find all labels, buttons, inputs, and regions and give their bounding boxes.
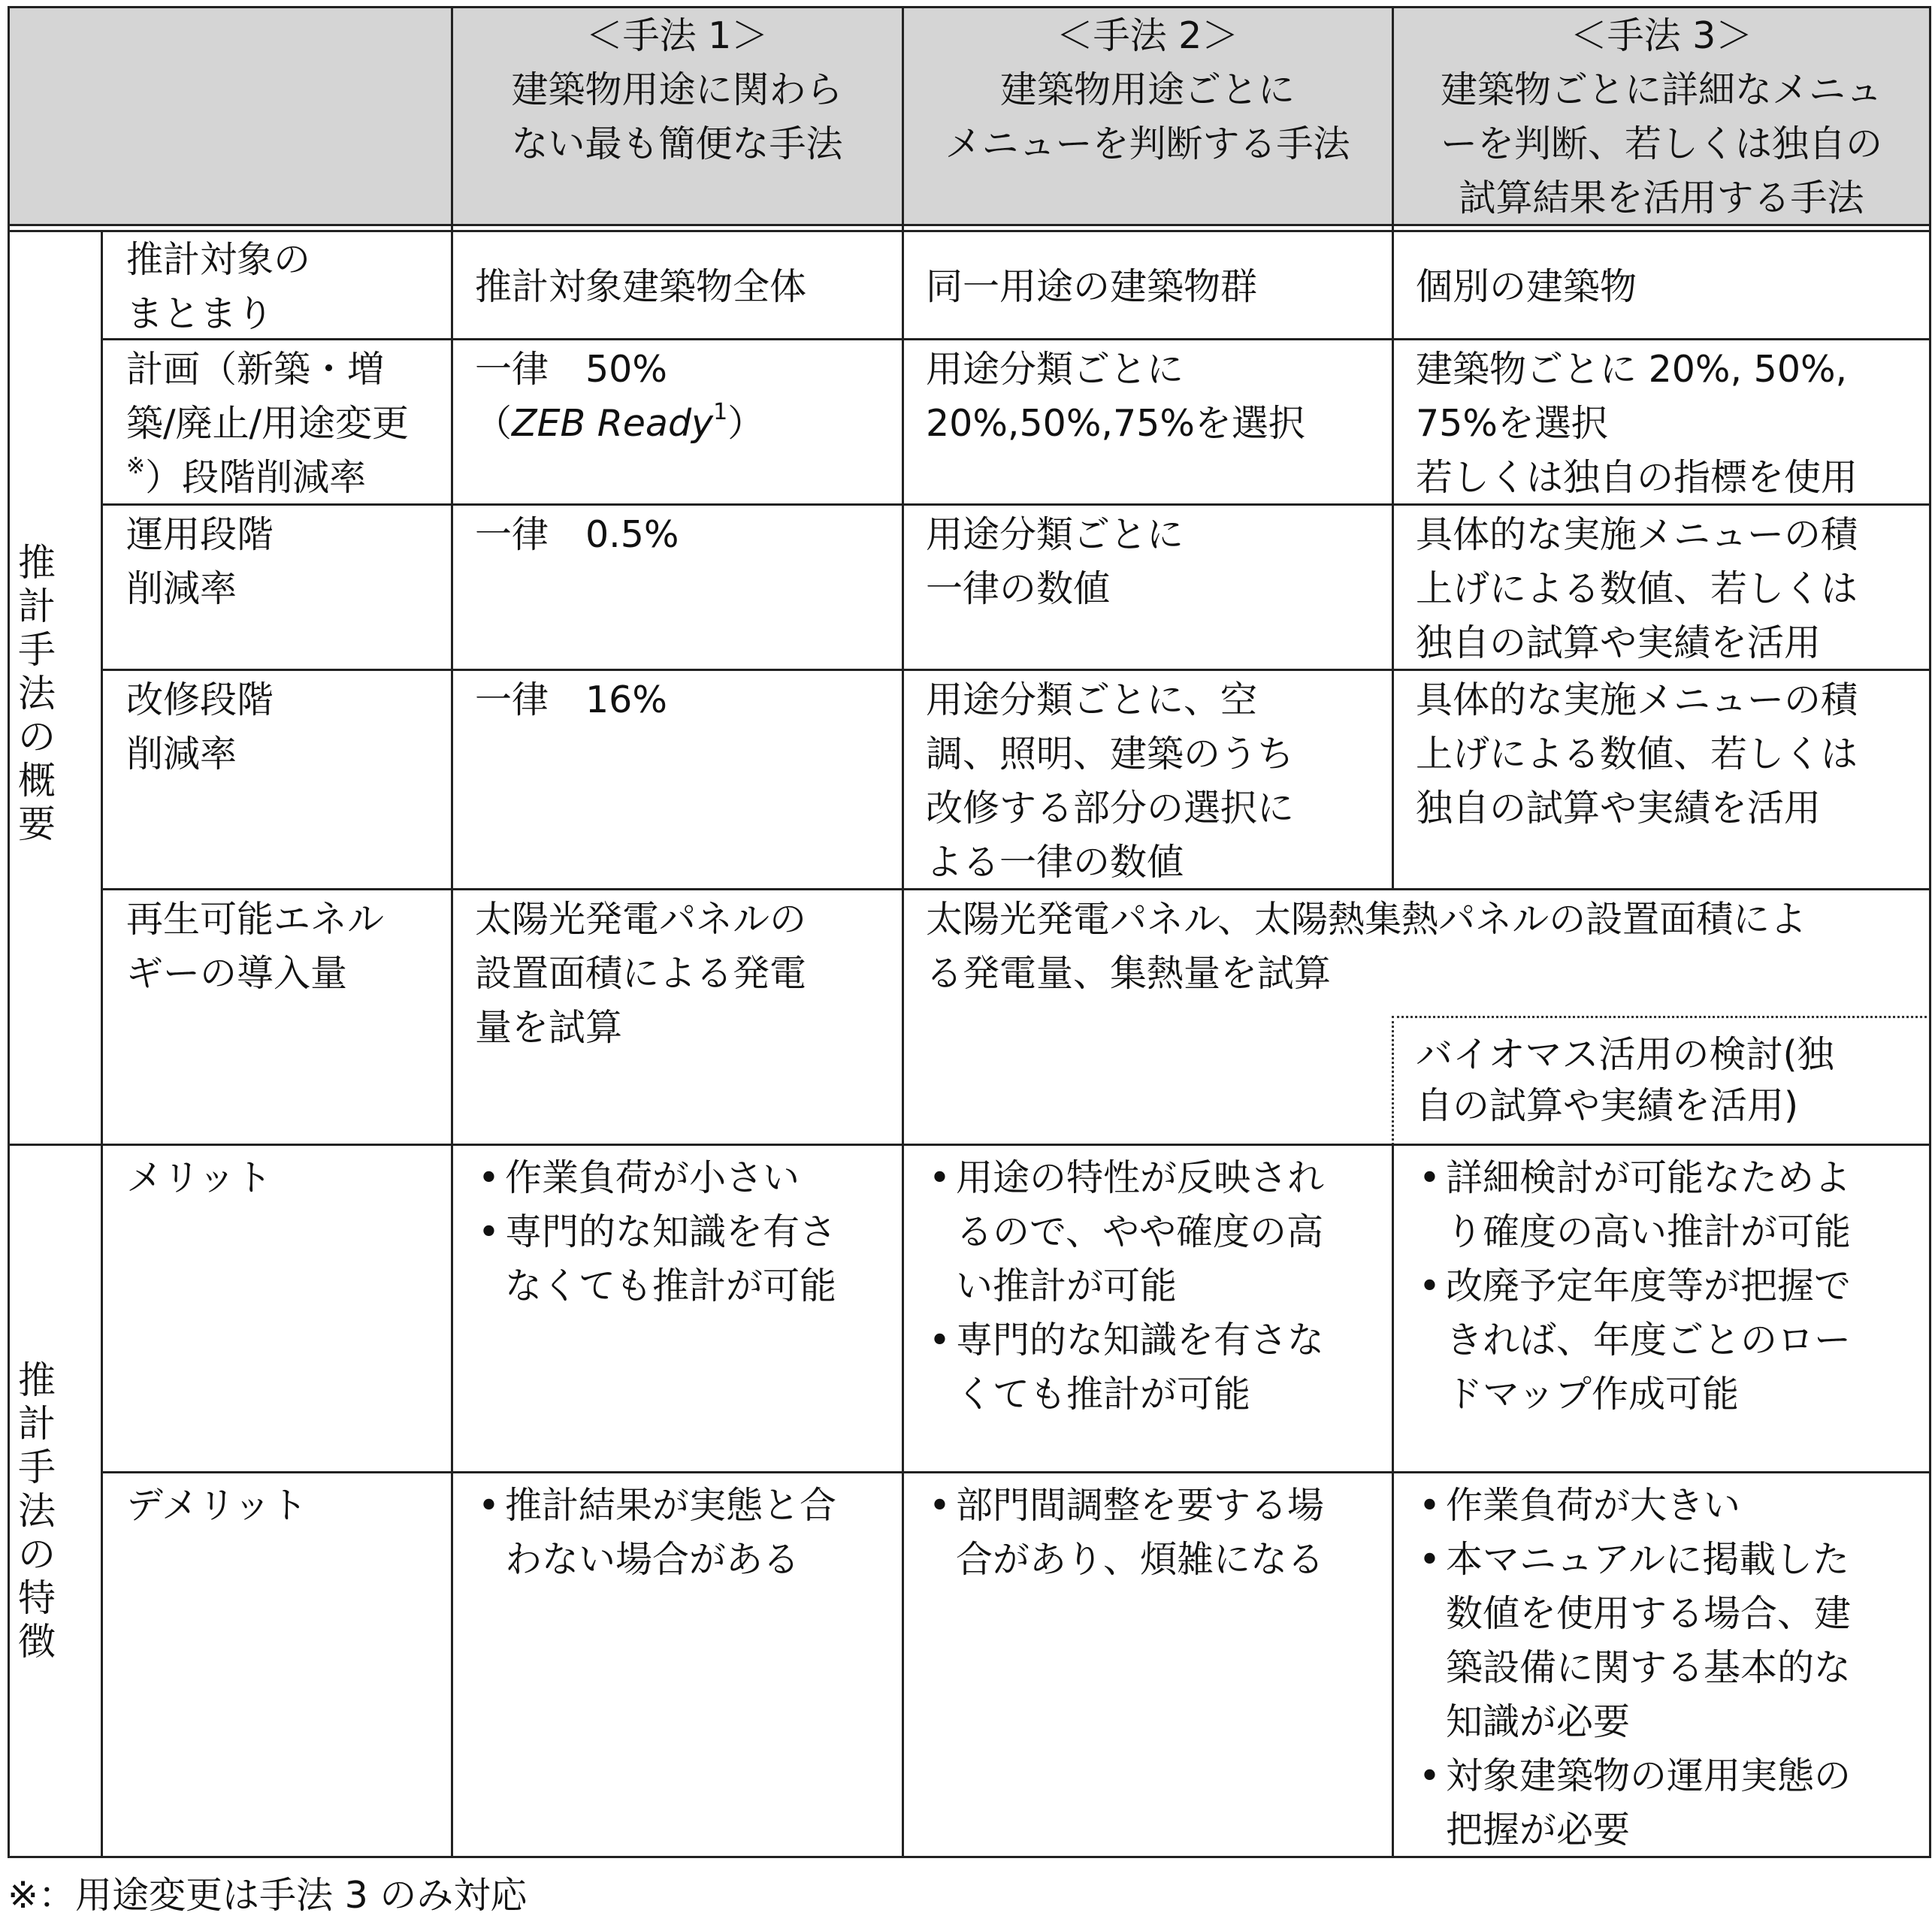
table-border-top	[8, 6, 1931, 8]
row-divider	[101, 888, 1931, 890]
header-divider	[8, 230, 1931, 232]
cell-demerit-method-1	[476, 1479, 897, 1587]
method-1-desc-line: ない最も簡便な手法	[511, 122, 843, 165]
list-item: • 部門間調整を要する場 合があり、煩雑になる	[927, 1479, 1389, 1587]
list-item: • 用途の特性が反映され るので、やや確度の高 い推計が可能	[927, 1151, 1389, 1313]
method-1-label: ＜手法 1＞	[585, 14, 769, 57]
footnote: ※：用途変更は手法 3 のみ対応	[8, 1874, 528, 1917]
cell-demerit-method-2	[927, 1479, 1389, 1587]
list-item: • 専門的な知識を有さ なくても推計が可能	[476, 1205, 897, 1313]
row-label-renewable: 再生可能エネル ギーの導入量	[126, 898, 385, 995]
list-item: • 本マニュアルに掲載した 数値を使用する場合、建 築設備に関する基本的な 知識が必要	[1417, 1533, 1928, 1749]
list-item: • 改廃予定年度等が把握で きれば、年度ごとのロー ドマップ作成可能	[1417, 1259, 1928, 1422]
zeb-ready-text: ZEB Ready	[512, 402, 714, 445]
table-border-left	[8, 6, 10, 1858]
method-2-desc-line: メニューを判断する手法	[945, 122, 1350, 165]
footnote-ref: 1	[713, 399, 728, 425]
method-3-label: ＜手法 3＞	[1570, 14, 1753, 57]
cell-target-method-1: 推計対象建築物全体	[475, 265, 807, 308]
list-item: • 詳細検討が可能なためよ り確度の高い推計が可能	[1417, 1151, 1928, 1259]
cell-plan-method-2: 用途分類ごとに 20%,50%,75%を選択	[926, 348, 1305, 445]
method-1-desc-line: 建築物用途に関わら	[511, 68, 843, 111]
list-item: • 対象建築物の運用実態の 把握が必要	[1417, 1749, 1928, 1857]
cell-operation-method-1: 一律 0.5%	[475, 513, 679, 556]
cell-target-method-2: 同一用途の建築物群	[926, 265, 1258, 308]
cell-demerit-method-3	[1417, 1479, 1928, 1857]
list-item: • 推計結果が実態と合 わない場合がある	[476, 1479, 897, 1587]
cell-operation-method-3: 具体的な実施メニューの積 上げによる数値、若しくは 独自の試算や実績を活用	[1416, 513, 1858, 664]
method-3-desc-line: 建築物ごとに詳細なメニュ	[1440, 68, 1882, 111]
list-item: • 作業負荷が大きい	[1417, 1479, 1928, 1533]
header-divider	[8, 224, 1931, 226]
group-label-overview: 推 計 手 法 の 概 要	[18, 541, 56, 846]
table-border-bottom	[8, 1856, 1931, 1858]
comparison-document	[8, 6, 1931, 1926]
group-divider	[8, 1144, 1931, 1146]
column-divider	[902, 6, 904, 1858]
column-divider	[451, 6, 453, 1858]
cell-plan-method-1: 一律 50% （ZEB Ready$^1$）	[475, 348, 765, 445]
cell-renewable-biomass: バイオマス活用の検討(独 自の試算や実績を活用)	[1416, 1033, 1834, 1127]
cell-operation-method-2: 用途分類ごとに 一律の数値	[926, 513, 1184, 610]
row-label-operation: 運用段階 削減率	[126, 513, 274, 610]
group-label-features: 推 計 手 法 の 特 徴	[18, 1358, 56, 1664]
row-label-demerit: デメリット	[126, 1484, 308, 1527]
row-label-renovation: 改修段階 削減率	[126, 678, 274, 775]
column-divider	[1392, 6, 1394, 890]
method-2-desc-line: 建築物用途ごとに	[999, 68, 1295, 111]
method-3-desc-line: ーを判断、若しくは独自の	[1440, 122, 1882, 165]
header-method-3	[1393, 9, 1930, 225]
row-divider	[101, 338, 1931, 340]
row-divider	[101, 1471, 1931, 1473]
column-divider	[101, 230, 103, 1858]
cell-renewable-method-1: 太陽光発電パネルの 設置面積による発電 量を試算	[475, 898, 807, 1049]
row-divider	[101, 503, 1931, 506]
column-divider	[1392, 1144, 1394, 1858]
method-3-desc-line: 試算結果を活用する手法	[1459, 177, 1864, 219]
cell-plan-method-3: 建築物ごとに 20%, 50%, 75%を選択 若しくは独自の指標を使用	[1416, 348, 1858, 499]
table-border-right	[1929, 6, 1931, 1858]
cell-renewable-method-2-3: 太陽光発電パネル、太陽熱集熱パネルの設置面積によ る発電量、集熱量を試算	[926, 898, 1807, 995]
row-divider	[101, 669, 1931, 671]
header-method-2	[903, 9, 1392, 171]
cell-target-method-3: 個別の建築物	[1416, 265, 1637, 308]
list-item: • 専門的な知識を有さな くても推計が可能	[927, 1313, 1389, 1422]
cell-merit-method-2	[927, 1151, 1389, 1422]
footnote-mark: ※	[126, 453, 146, 479]
cell-renovation-method-2: 用途分類ごとに、空 調、照明、建築のうち 改修する部分の選択に よる一律の数値	[926, 678, 1295, 884]
cell-merit-method-3	[1417, 1151, 1928, 1422]
row-label-plan: 計画（新築・増 築/廃止/用途変更 ※）段階削減率	[126, 348, 410, 499]
row-label-target: 推計対象の まとまり	[126, 238, 311, 335]
cell-renovation-method-1: 一律 16%	[475, 678, 667, 721]
method-2-label: ＜手法 2＞	[1056, 14, 1239, 57]
list-item: • 作業負荷が小さい	[476, 1151, 897, 1205]
cell-renovation-method-3: 具体的な実施メニューの積 上げによる数値、若しくは 独自の試算や実績を活用	[1416, 678, 1858, 830]
header-method-1	[452, 9, 902, 171]
row-label-merit: メリット	[126, 1156, 273, 1199]
cell-merit-method-1	[476, 1151, 897, 1313]
